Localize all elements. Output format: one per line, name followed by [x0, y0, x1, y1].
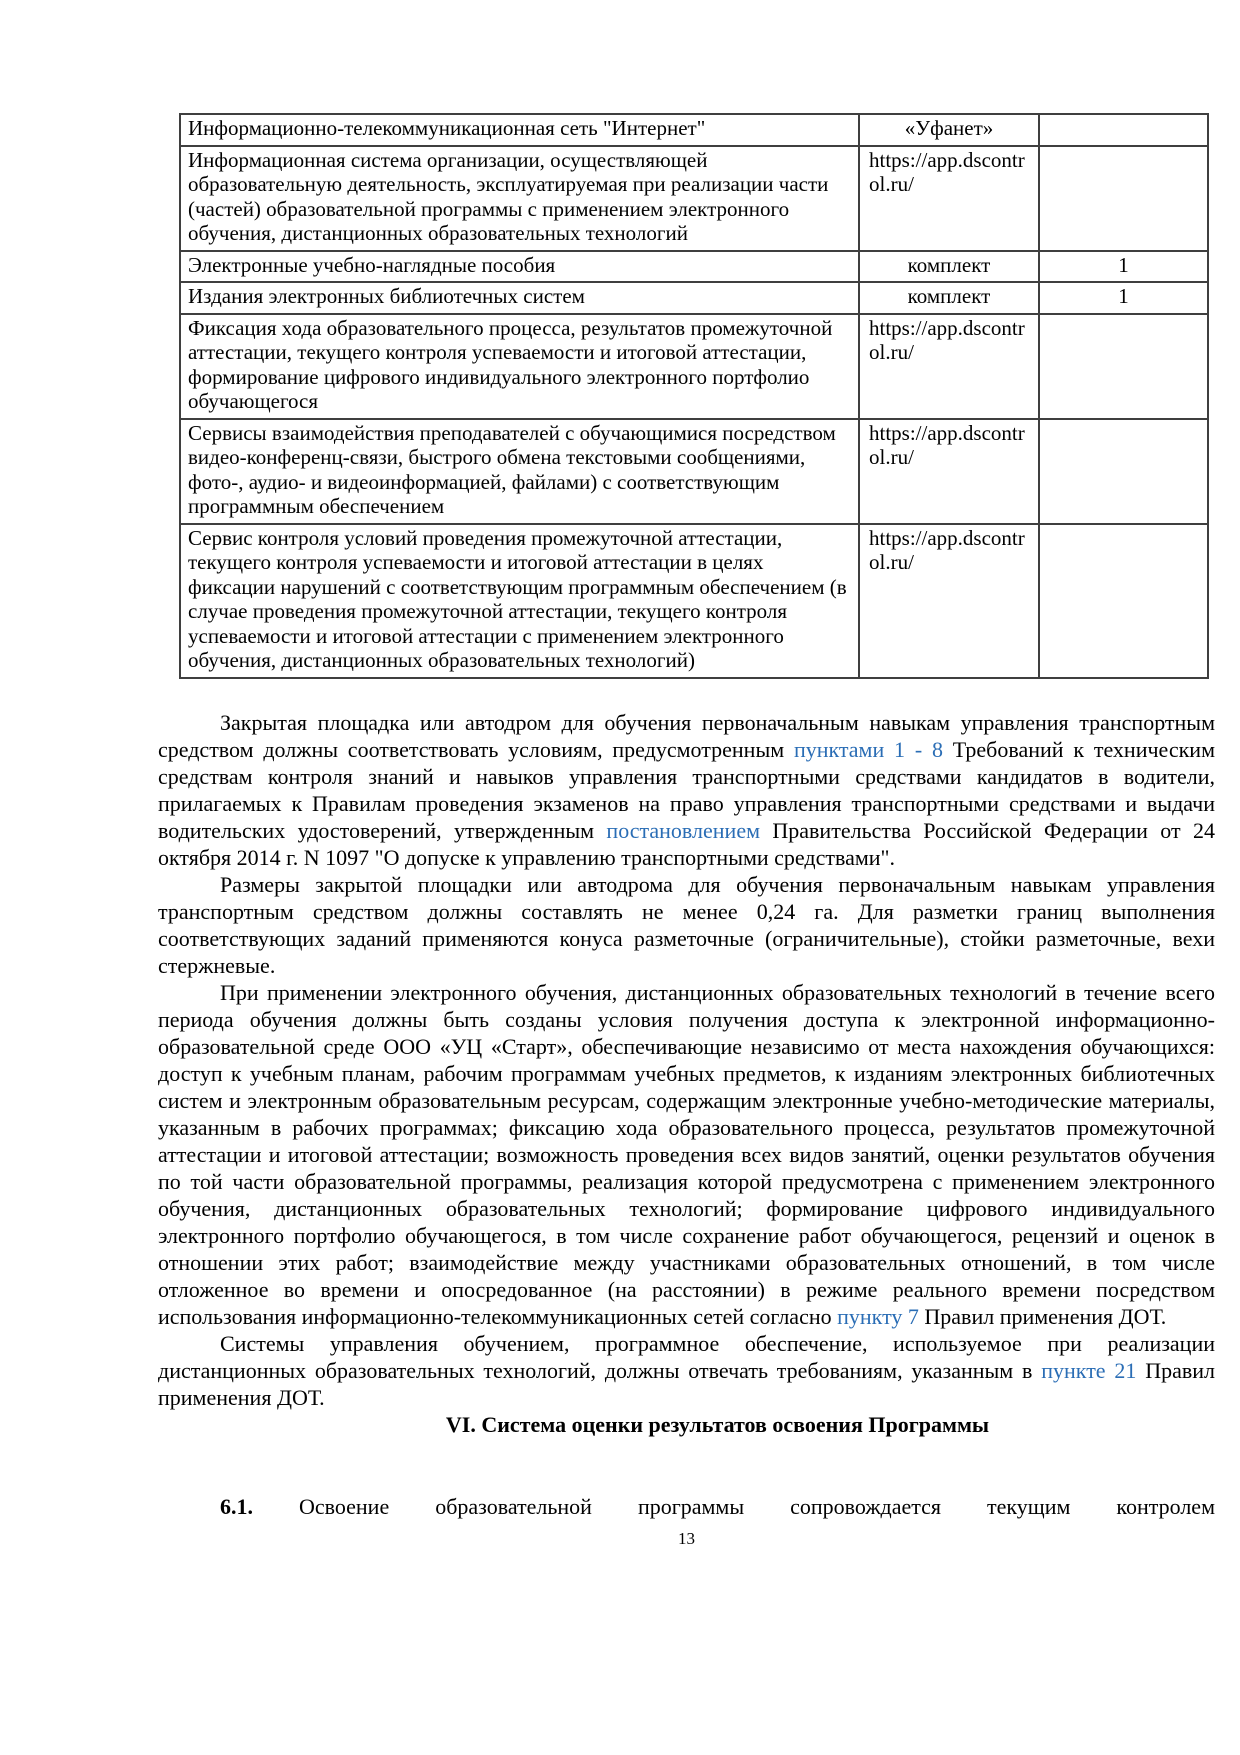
cell-resource-url: https://app.dscontrol.ru/ — [859, 419, 1039, 524]
paragraph-text: При применении электронного обучения, дистанционных образовательных технологий в течение всего периода обучения должны быть созданы условия получения доступа к электронной информационно-образовательной среде ООО «УЦ «Старт», обеспечивающие независимо от места нахождения обучающихся: доступ к учебным планам, рабочим программам учебных предметов, к изданиям электронных библиотечных систем и электронным образовательным ресурсам, содержащим электронные учебно-методические материалы, указанным в рабочих программах; фиксацию хода образовательного процесса, результатов промежуточной аттестации и итоговой аттестации; возможность проведения всех видов занятий, оценки результатов обучения по той части образовательной программы, реализация которой предусмотрена с применением электронного обучения, дистанционных образовательных технологий; формирование цифрового индивидуального электронного портфолио обучающегося, в том числе сохранение работ обучающегося, рецензий и оценок в отношении этих работ; взаимодействие между участниками образовательных отношений, в том числе отложенное во времени и опосредованное (на расстоянии) в режиме реального времени посредством использования информационно-телекоммуникационных сетей согласно — [158, 979, 1215, 1329]
cell-resource-qty: 1 — [1039, 282, 1208, 314]
cell-resource-url: https://app.dscontrol.ru/ — [859, 524, 1039, 678]
link-postanovleniem[interactable]: постановлением — [606, 817, 761, 843]
cell-resource-qty — [1039, 524, 1208, 678]
link-punktami-1-8[interactable]: пунктами 1 - 8 — [793, 736, 943, 762]
link-punktu-7[interactable]: пункту 7 — [837, 1303, 919, 1329]
cell-resource-qty: 1 — [1039, 251, 1208, 283]
paragraph-text: Правительства Российской Федерации от 24 октября 2014 г. N 1097 "О допуске к управлению транспортными средствами". — [158, 817, 1215, 870]
paragraph-6-1 — [158, 1493, 1215, 1520]
table-row — [180, 146, 1208, 251]
cell-resource-name: Сервис контроля условий проведения промежуточной аттестации, текущего контроля успеваемости и итоговой аттестации в целях фиксации нарушений с соответствующим программным обеспечением (в случае проведения промежуточной аттестации, текущего контроля успеваемости и итоговой аттестации с применением электронного обучения, дистанционных образовательных технологий) — [180, 524, 859, 678]
cell-resource-url: https://app.dscontrol.ru/ — [859, 146, 1039, 251]
paragraph-closed-area-requirements — [158, 709, 1215, 871]
document-body — [158, 709, 1215, 1549]
cell-resource-value: комплект — [859, 282, 1039, 314]
paragraph-area-dimensions — [158, 871, 1215, 979]
cell-resource-name: Информационно-телекоммуникационная сеть "Интернет" — [180, 114, 859, 146]
paragraph-text: Освоение образовательной программы сопровождается текущим контролем — [253, 1493, 1215, 1519]
section-heading-vi: VI. Система оценки результатов освоения Программы — [445, 1411, 990, 1437]
clause-number: 6.1. — [220, 1493, 253, 1519]
paragraph-text: Правил применения ДОТ. — [158, 1357, 1215, 1410]
cell-resource-name: Фиксация хода образовательного процесса, результатов промежуточной аттестации, текущего контроля успеваемости и итоговой аттестации, формирование цифрового индивидуального электронного портфолио обучающегося — [180, 314, 859, 419]
paragraph-text: Системы управления обучением, программное обеспечение, используемое при реализации дистанционных образовательных технологий, должны отвечать требованиям, указанным в — [158, 1330, 1215, 1383]
cell-resource-name: Электронные учебно-наглядные пособия — [180, 251, 859, 283]
paragraph-lms-requirements — [158, 1330, 1215, 1411]
page-number: 13 — [678, 1528, 695, 1548]
cell-resource-name: Издания электронных библиотечных систем — [180, 282, 859, 314]
cell-resource-qty — [1039, 114, 1208, 146]
cell-resource-qty — [1039, 146, 1208, 251]
equipment-resources-table — [179, 113, 1209, 679]
cell-resource-value: «Уфанет» — [859, 114, 1039, 146]
paragraph-text: Закрытая площадка или автодром для обучения первоначальным навыкам управления транспортным средством должны соответствовать условиям, предусмотренным — [158, 709, 1215, 762]
paragraph-elearning-conditions — [158, 979, 1215, 1330]
table-row — [180, 251, 1208, 283]
cell-resource-url: https://app.dscontrol.ru/ — [859, 314, 1039, 419]
cell-resource-qty — [1039, 419, 1208, 524]
cell-resource-value: комплект — [859, 251, 1039, 283]
table-row — [180, 314, 1208, 419]
paragraph-text: Правил применения ДОТ. — [918, 1303, 1167, 1329]
table-row — [180, 524, 1208, 678]
cell-resource-name: Сервисы взаимодействия преподавателей с обучающимися посредством видео-конференц-связи, быстрого обмена текстовыми сообщениями, фото-, аудио- и видеоинформацией, файлами) с соответствующим программным обеспечением — [180, 419, 859, 524]
cell-resource-name: Информационная система организации, осуществляющей образовательную деятельность, эксплуатируемая при реализации части (частей) образовательной программы с применением электронного обучения, дистанционных образовательных технологий — [180, 146, 859, 251]
table-row — [180, 114, 1208, 146]
link-punkte-21[interactable]: пункте 21 — [1041, 1357, 1137, 1383]
cell-resource-qty — [1039, 314, 1208, 419]
table-row — [180, 282, 1208, 314]
paragraph-text: Требований к техническим средствам контроля знаний и навыков управления транспортными средствами кандидатов в водители, прилагаемых к Правилам проведения экзаменов на право управления транспортными средствами и выдачи водительских удостоверений, утвержденным — [158, 736, 1215, 843]
table-row — [180, 419, 1208, 524]
paragraph-text: Размеры закрытой площадки или автодрома для обучения первоначальным навыкам управления транспортным средством должны составлять не менее 0,24 га. Для разметки границ выполнения соответствующих заданий применяются конуса разметочные (ограничительные), стойки разметочные, вехи стержневые. — [158, 871, 1215, 978]
